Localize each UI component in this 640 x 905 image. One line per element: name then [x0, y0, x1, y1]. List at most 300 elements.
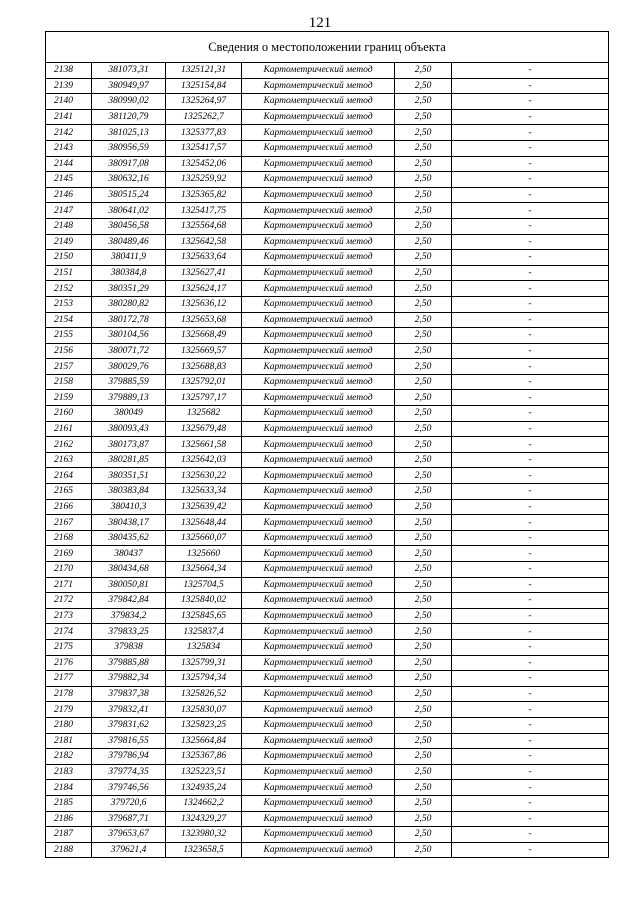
accuracy-cell: 2,50	[395, 593, 452, 609]
method-cell: Картометрический метод	[242, 733, 395, 749]
point-number-cell: 2159	[46, 390, 92, 406]
point-number-cell: 2157	[46, 359, 92, 375]
y-coordinate-cell: 1325417,75	[166, 203, 242, 219]
x-coordinate-cell: 381120,79	[92, 109, 166, 125]
method-cell: Картометрический метод	[242, 406, 395, 422]
x-coordinate-cell: 380917,08	[92, 156, 166, 172]
method-cell: Картометрический метод	[242, 218, 395, 234]
y-coordinate-cell: 1325367,86	[166, 749, 242, 765]
method-cell: Картометрический метод	[242, 780, 395, 796]
point-number-cell: 2148	[46, 218, 92, 234]
description-cell: -	[452, 265, 609, 281]
description-cell: -	[452, 717, 609, 733]
method-cell: Картометрический метод	[242, 250, 395, 266]
point-number-cell: 2179	[46, 702, 92, 718]
table-row	[46, 811, 609, 827]
y-coordinate-cell: 1325564,68	[166, 218, 242, 234]
accuracy-cell: 2,50	[395, 250, 452, 266]
description-cell: -	[452, 203, 609, 219]
method-cell: Картометрический метод	[242, 234, 395, 250]
method-cell: Картометрический метод	[242, 421, 395, 437]
description-cell: -	[452, 218, 609, 234]
description-cell: -	[452, 140, 609, 156]
y-coordinate-cell: 1325636,12	[166, 296, 242, 312]
description-cell: -	[452, 172, 609, 188]
description-cell: -	[452, 733, 609, 749]
x-coordinate-cell: 380456,58	[92, 218, 166, 234]
y-coordinate-cell: 1325642,03	[166, 452, 242, 468]
accuracy-cell: 2,50	[395, 452, 452, 468]
accuracy-cell: 2,50	[395, 343, 452, 359]
y-coordinate-cell: 1325797,17	[166, 390, 242, 406]
y-coordinate-cell: 1325259,92	[166, 172, 242, 188]
description-cell: -	[452, 686, 609, 702]
table-body	[46, 32, 609, 858]
accuracy-cell: 2,50	[395, 203, 452, 219]
accuracy-cell: 2,50	[395, 624, 452, 640]
accuracy-cell: 2,50	[395, 218, 452, 234]
x-coordinate-cell: 380489,46	[92, 234, 166, 250]
x-coordinate-cell: 380071,72	[92, 343, 166, 359]
description-cell: -	[452, 562, 609, 578]
y-coordinate-cell: 1325664,84	[166, 733, 242, 749]
accuracy-cell: 2,50	[395, 421, 452, 437]
y-coordinate-cell: 1325679,48	[166, 421, 242, 437]
y-coordinate-cell: 1325639,42	[166, 499, 242, 515]
y-coordinate-cell: 1325660	[166, 546, 242, 562]
x-coordinate-cell: 379831,62	[92, 717, 166, 733]
x-coordinate-cell: 380437	[92, 546, 166, 562]
table-row	[46, 343, 609, 359]
table-row	[46, 187, 609, 203]
accuracy-cell: 2,50	[395, 577, 452, 593]
accuracy-cell: 2,50	[395, 530, 452, 546]
point-number-cell: 2188	[46, 842, 92, 858]
x-coordinate-cell: 381025,13	[92, 125, 166, 141]
accuracy-cell: 2,50	[395, 296, 452, 312]
description-cell: -	[452, 359, 609, 375]
accuracy-cell: 2,50	[395, 125, 452, 141]
x-coordinate-cell: 379720,6	[92, 795, 166, 811]
point-number-cell: 2151	[46, 265, 92, 281]
table-row	[46, 218, 609, 234]
accuracy-cell: 2,50	[395, 639, 452, 655]
accuracy-cell: 2,50	[395, 811, 452, 827]
method-cell: Картометрический метод	[242, 187, 395, 203]
x-coordinate-cell: 379746,56	[92, 780, 166, 796]
method-cell: Картометрический метод	[242, 312, 395, 328]
method-cell: Картометрический метод	[242, 655, 395, 671]
accuracy-cell: 2,50	[395, 499, 452, 515]
accuracy-cell: 2,50	[395, 172, 452, 188]
x-coordinate-cell: 380411,9	[92, 250, 166, 266]
method-cell: Картометрический метод	[242, 515, 395, 531]
point-number-cell: 2184	[46, 780, 92, 796]
table-row	[46, 499, 609, 515]
point-number-cell: 2142	[46, 125, 92, 141]
x-coordinate-cell: 380410,3	[92, 499, 166, 515]
point-number-cell: 2139	[46, 78, 92, 94]
accuracy-cell: 2,50	[395, 749, 452, 765]
description-cell: -	[452, 811, 609, 827]
description-cell: -	[452, 94, 609, 110]
description-cell: -	[452, 749, 609, 765]
method-cell: Картометрический метод	[242, 749, 395, 765]
accuracy-cell: 2,50	[395, 390, 452, 406]
point-number-cell: 2143	[46, 140, 92, 156]
point-number-cell: 2167	[46, 515, 92, 531]
table-row	[46, 842, 609, 858]
x-coordinate-cell: 379889,13	[92, 390, 166, 406]
y-coordinate-cell: 1325648,44	[166, 515, 242, 531]
table-row	[46, 406, 609, 422]
x-coordinate-cell: 379882,34	[92, 671, 166, 687]
description-cell: -	[452, 328, 609, 344]
x-coordinate-cell: 379837,38	[92, 686, 166, 702]
y-coordinate-cell: 1325121,31	[166, 63, 242, 79]
x-coordinate-cell: 380029,76	[92, 359, 166, 375]
point-number-cell: 2162	[46, 437, 92, 453]
accuracy-cell: 2,50	[395, 842, 452, 858]
y-coordinate-cell: 1325688,83	[166, 359, 242, 375]
y-coordinate-cell: 1325668,49	[166, 328, 242, 344]
point-number-cell: 2145	[46, 172, 92, 188]
x-coordinate-cell: 380438,17	[92, 515, 166, 531]
table-row	[46, 562, 609, 578]
table-row	[46, 530, 609, 546]
method-cell: Картометрический метод	[242, 437, 395, 453]
accuracy-cell: 2,50	[395, 406, 452, 422]
point-number-cell: 2183	[46, 764, 92, 780]
accuracy-cell: 2,50	[395, 827, 452, 843]
accuracy-cell: 2,50	[395, 686, 452, 702]
point-number-cell: 2164	[46, 468, 92, 484]
description-cell: -	[452, 795, 609, 811]
method-cell: Картометрический метод	[242, 639, 395, 655]
description-cell: -	[452, 343, 609, 359]
description-cell: -	[452, 702, 609, 718]
method-cell: Картометрический метод	[242, 577, 395, 593]
point-number-cell: 2149	[46, 234, 92, 250]
x-coordinate-cell: 380641,02	[92, 203, 166, 219]
point-number-cell: 2138	[46, 63, 92, 79]
method-cell: Картометрический метод	[242, 109, 395, 125]
description-cell: -	[452, 842, 609, 858]
x-coordinate-cell: 379842,84	[92, 593, 166, 609]
accuracy-cell: 2,50	[395, 546, 452, 562]
method-cell: Картометрический метод	[242, 452, 395, 468]
table-row	[46, 250, 609, 266]
description-cell: -	[452, 780, 609, 796]
x-coordinate-cell: 380435,62	[92, 530, 166, 546]
point-number-cell: 2166	[46, 499, 92, 515]
description-cell: -	[452, 374, 609, 390]
table-row	[46, 717, 609, 733]
table-row	[46, 515, 609, 531]
table-row	[46, 203, 609, 219]
table-row	[46, 328, 609, 344]
method-cell: Картометрический метод	[242, 593, 395, 609]
method-cell: Картометрический метод	[242, 562, 395, 578]
accuracy-cell: 2,50	[395, 702, 452, 718]
point-number-cell: 2185	[46, 795, 92, 811]
y-coordinate-cell: 1325845,65	[166, 608, 242, 624]
method-cell: Картометрический метод	[242, 468, 395, 484]
method-cell: Картометрический метод	[242, 78, 395, 94]
table-header-row	[46, 32, 609, 63]
description-cell: -	[452, 546, 609, 562]
description-cell: -	[452, 608, 609, 624]
description-cell: -	[452, 312, 609, 328]
x-coordinate-cell: 380632,16	[92, 172, 166, 188]
accuracy-cell: 2,50	[395, 484, 452, 500]
description-cell: -	[452, 499, 609, 515]
table-row	[46, 468, 609, 484]
method-cell: Картометрический метод	[242, 827, 395, 843]
point-number-cell: 2156	[46, 343, 92, 359]
point-number-cell: 2180	[46, 717, 92, 733]
point-number-cell: 2144	[46, 156, 92, 172]
method-cell: Картометрический метод	[242, 265, 395, 281]
y-coordinate-cell: 1325799,31	[166, 655, 242, 671]
point-number-cell: 2165	[46, 484, 92, 500]
y-coordinate-cell: 1325661,58	[166, 437, 242, 453]
accuracy-cell: 2,50	[395, 63, 452, 79]
y-coordinate-cell: 1325633,34	[166, 484, 242, 500]
x-coordinate-cell: 380515,24	[92, 187, 166, 203]
accuracy-cell: 2,50	[395, 437, 452, 453]
description-cell: -	[452, 655, 609, 671]
method-cell: Картометрический метод	[242, 125, 395, 141]
method-cell: Картометрический метод	[242, 530, 395, 546]
table-row	[46, 827, 609, 843]
table-row	[46, 484, 609, 500]
description-cell: -	[452, 109, 609, 125]
point-number-cell: 2170	[46, 562, 92, 578]
accuracy-cell: 2,50	[395, 156, 452, 172]
x-coordinate-cell: 380384,8	[92, 265, 166, 281]
y-coordinate-cell: 1324329,27	[166, 811, 242, 827]
point-number-cell: 2150	[46, 250, 92, 266]
y-coordinate-cell: 1325664,34	[166, 562, 242, 578]
method-cell: Картометрический метод	[242, 172, 395, 188]
description-cell: -	[452, 624, 609, 640]
method-cell: Картометрический метод	[242, 484, 395, 500]
description-cell: -	[452, 125, 609, 141]
point-number-cell: 2181	[46, 733, 92, 749]
method-cell: Картометрический метод	[242, 717, 395, 733]
table-row	[46, 624, 609, 640]
table-row	[46, 312, 609, 328]
table-row	[46, 437, 609, 453]
table-row	[46, 686, 609, 702]
table-row	[46, 374, 609, 390]
description-cell: -	[452, 156, 609, 172]
accuracy-cell: 2,50	[395, 374, 452, 390]
method-cell: Картометрический метод	[242, 811, 395, 827]
method-cell: Картометрический метод	[242, 686, 395, 702]
point-number-cell: 2171	[46, 577, 92, 593]
x-coordinate-cell: 380050,81	[92, 577, 166, 593]
accuracy-cell: 2,50	[395, 717, 452, 733]
table-row	[46, 94, 609, 110]
table-row	[46, 780, 609, 796]
description-cell: -	[452, 421, 609, 437]
method-cell: Картометрический метод	[242, 795, 395, 811]
description-cell: -	[452, 281, 609, 297]
y-coordinate-cell: 1325682	[166, 406, 242, 422]
table-row	[46, 577, 609, 593]
table-row	[46, 593, 609, 609]
accuracy-cell: 2,50	[395, 281, 452, 297]
table-row	[46, 655, 609, 671]
point-number-cell: 2178	[46, 686, 92, 702]
point-number-cell: 2161	[46, 421, 92, 437]
accuracy-cell: 2,50	[395, 608, 452, 624]
y-coordinate-cell: 1325840,02	[166, 593, 242, 609]
table-row	[46, 296, 609, 312]
point-number-cell: 2141	[46, 109, 92, 125]
table-row	[46, 78, 609, 94]
point-number-cell: 2173	[46, 608, 92, 624]
accuracy-cell: 2,50	[395, 140, 452, 156]
y-coordinate-cell: 1325154,84	[166, 78, 242, 94]
x-coordinate-cell: 379653,67	[92, 827, 166, 843]
y-coordinate-cell: 1325452,06	[166, 156, 242, 172]
y-coordinate-cell: 1325660,07	[166, 530, 242, 546]
x-coordinate-cell: 380173,87	[92, 437, 166, 453]
table-row	[46, 546, 609, 562]
method-cell: Картометрический метод	[242, 671, 395, 687]
accuracy-cell: 2,50	[395, 109, 452, 125]
table-row	[46, 733, 609, 749]
method-cell: Картометрический метод	[242, 281, 395, 297]
table-row	[46, 671, 609, 687]
table-row	[46, 795, 609, 811]
description-cell: -	[452, 296, 609, 312]
description-cell: -	[452, 515, 609, 531]
description-cell: -	[452, 452, 609, 468]
point-number-cell: 2140	[46, 94, 92, 110]
x-coordinate-cell: 380351,29	[92, 281, 166, 297]
y-coordinate-cell: 1325669,57	[166, 343, 242, 359]
method-cell: Картометрический метод	[242, 608, 395, 624]
description-cell: -	[452, 593, 609, 609]
accuracy-cell: 2,50	[395, 671, 452, 687]
x-coordinate-cell: 379816,55	[92, 733, 166, 749]
table-row	[46, 172, 609, 188]
point-number-cell: 2175	[46, 639, 92, 655]
description-cell: -	[452, 530, 609, 546]
y-coordinate-cell: 1325826,52	[166, 686, 242, 702]
point-number-cell: 2152	[46, 281, 92, 297]
y-coordinate-cell: 1324662,2	[166, 795, 242, 811]
table-row	[46, 63, 609, 79]
page-number: 121	[308, 15, 332, 31]
description-cell: -	[452, 764, 609, 780]
description-cell: -	[452, 390, 609, 406]
description-cell: -	[452, 63, 609, 79]
method-cell: Картометрический метод	[242, 702, 395, 718]
accuracy-cell: 2,50	[395, 78, 452, 94]
method-cell: Картометрический метод	[242, 156, 395, 172]
method-cell: Картометрический метод	[242, 764, 395, 780]
x-coordinate-cell: 379834,2	[92, 608, 166, 624]
table-row	[46, 140, 609, 156]
point-number-cell: 2147	[46, 203, 92, 219]
description-cell: -	[452, 468, 609, 484]
method-cell: Картометрический метод	[242, 328, 395, 344]
point-number-cell: 2163	[46, 452, 92, 468]
accuracy-cell: 2,50	[395, 265, 452, 281]
table-row	[46, 265, 609, 281]
y-coordinate-cell: 1325633,64	[166, 250, 242, 266]
accuracy-cell: 2,50	[395, 94, 452, 110]
x-coordinate-cell: 380281,85	[92, 452, 166, 468]
method-cell: Картометрический метод	[242, 624, 395, 640]
accuracy-cell: 2,50	[395, 187, 452, 203]
table-row	[46, 156, 609, 172]
y-coordinate-cell: 1325653,68	[166, 312, 242, 328]
method-cell: Картометрический метод	[242, 546, 395, 562]
table-row	[46, 608, 609, 624]
accuracy-cell: 2,50	[395, 655, 452, 671]
x-coordinate-cell: 380280,82	[92, 296, 166, 312]
method-cell: Картометрический метод	[242, 499, 395, 515]
y-coordinate-cell: 1325624,17	[166, 281, 242, 297]
accuracy-cell: 2,50	[395, 562, 452, 578]
point-number-cell: 2160	[46, 406, 92, 422]
x-coordinate-cell: 379687,71	[92, 811, 166, 827]
point-number-cell: 2174	[46, 624, 92, 640]
x-coordinate-cell: 380949,97	[92, 78, 166, 94]
y-coordinate-cell: 1325264,97	[166, 94, 242, 110]
accuracy-cell: 2,50	[395, 764, 452, 780]
x-coordinate-cell: 380434,68	[92, 562, 166, 578]
accuracy-cell: 2,50	[395, 312, 452, 328]
x-coordinate-cell: 379774,35	[92, 764, 166, 780]
x-coordinate-cell: 380956,59	[92, 140, 166, 156]
y-coordinate-cell: 1325377,83	[166, 125, 242, 141]
boundary-coordinates-table	[45, 31, 609, 858]
x-coordinate-cell: 381073,31	[92, 63, 166, 79]
x-coordinate-cell: 380049	[92, 406, 166, 422]
method-cell: Картометрический метод	[242, 140, 395, 156]
x-coordinate-cell: 380104,56	[92, 328, 166, 344]
table-row	[46, 390, 609, 406]
accuracy-cell: 2,50	[395, 328, 452, 344]
y-coordinate-cell: 1325830,07	[166, 702, 242, 718]
point-number-cell: 2146	[46, 187, 92, 203]
y-coordinate-cell: 1325837,4	[166, 624, 242, 640]
method-cell: Картометрический метод	[242, 359, 395, 375]
description-cell: -	[452, 437, 609, 453]
description-cell: -	[452, 671, 609, 687]
x-coordinate-cell: 379885,88	[92, 655, 166, 671]
point-number-cell: 2155	[46, 328, 92, 344]
y-coordinate-cell: 1325365,82	[166, 187, 242, 203]
x-coordinate-cell: 380383,84	[92, 484, 166, 500]
point-number-cell: 2176	[46, 655, 92, 671]
description-cell: -	[452, 639, 609, 655]
method-cell: Картометрический метод	[242, 203, 395, 219]
x-coordinate-cell: 379621,4	[92, 842, 166, 858]
accuracy-cell: 2,50	[395, 733, 452, 749]
point-number-cell: 2158	[46, 374, 92, 390]
accuracy-cell: 2,50	[395, 515, 452, 531]
accuracy-cell: 2,50	[395, 795, 452, 811]
description-cell: -	[452, 187, 609, 203]
